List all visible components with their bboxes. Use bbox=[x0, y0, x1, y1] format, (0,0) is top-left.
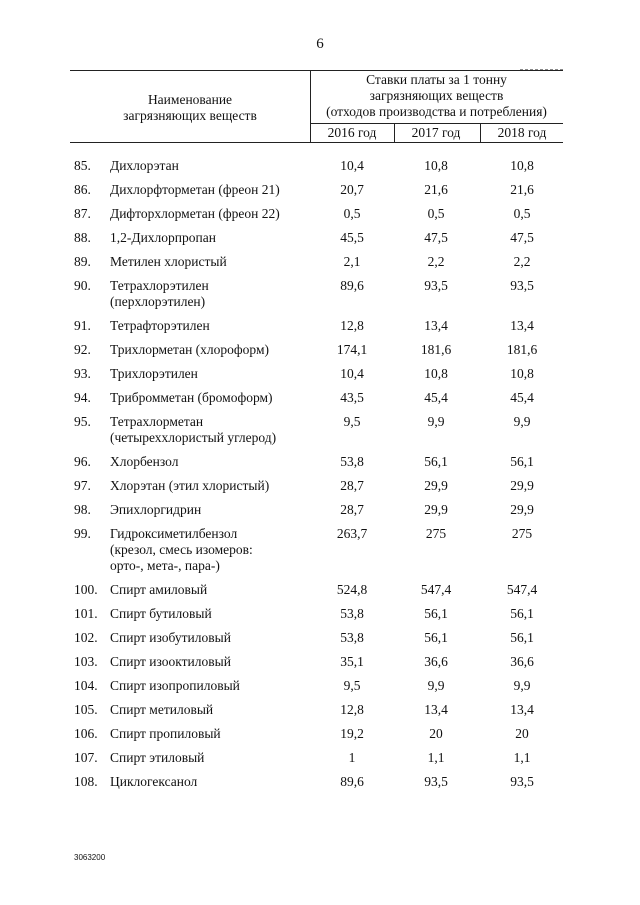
rate-2017: 56,1 bbox=[424, 630, 448, 645]
rate-2017: 93,5 bbox=[424, 774, 448, 789]
rate-2018: 10,8 bbox=[510, 158, 534, 173]
substance-name-line: Тетрахлорметан bbox=[110, 414, 204, 429]
table-row bbox=[0, 230, 640, 246]
table-row bbox=[0, 158, 640, 174]
table-row bbox=[0, 206, 640, 222]
substance-name-line: 1,2-Дихлорпропан bbox=[110, 230, 216, 245]
substance-name bbox=[110, 702, 310, 718]
rate-2017: 9,9 bbox=[427, 678, 445, 693]
substance-name-line: Спирт этиловый bbox=[110, 750, 205, 765]
table-body bbox=[0, 158, 640, 798]
rate-2016: 2,1 bbox=[343, 254, 361, 269]
rate-2018: 9,9 bbox=[513, 414, 531, 429]
header-name-line: Наименование bbox=[147, 92, 233, 107]
row-number: 108. bbox=[74, 774, 98, 789]
table-row bbox=[0, 502, 640, 518]
substance-name-line: Хлорбензол bbox=[110, 454, 179, 469]
rate-2017: 0,5 bbox=[427, 206, 445, 221]
table-row bbox=[0, 750, 640, 766]
table-row bbox=[0, 366, 640, 382]
rate-2016: 89,6 bbox=[340, 278, 364, 293]
header-rates-line: загрязняющих веществ bbox=[369, 88, 504, 103]
rate-2018: 93,5 bbox=[510, 278, 534, 293]
substance-name bbox=[110, 206, 310, 222]
table-row bbox=[0, 774, 640, 790]
rate-2018: 56,1 bbox=[510, 630, 534, 645]
rate-2017: 13,4 bbox=[424, 318, 448, 333]
substance-name-line: Спирт амиловый bbox=[110, 582, 208, 597]
row-number: 104. bbox=[74, 678, 98, 693]
row-number: 100. bbox=[74, 582, 98, 597]
rate-2018: 56,1 bbox=[510, 454, 534, 469]
substance-name bbox=[110, 278, 310, 310]
table-row bbox=[0, 678, 640, 694]
rate-2018: 21,6 bbox=[510, 182, 534, 197]
rate-2016: 10,4 bbox=[340, 158, 364, 173]
substance-name bbox=[110, 158, 310, 174]
page-number: 6 bbox=[316, 36, 324, 52]
rate-2018: 47,5 bbox=[510, 230, 534, 245]
rate-2017: 20 bbox=[429, 726, 443, 741]
rate-2018: 547,4 bbox=[506, 582, 538, 597]
substance-name bbox=[110, 678, 310, 694]
table-row bbox=[0, 454, 640, 470]
row-number: 96. bbox=[74, 454, 91, 469]
row-number: 89. bbox=[74, 254, 91, 269]
substance-name-line: орто-, мета-, пара-) bbox=[110, 558, 220, 573]
rate-2016: 0,5 bbox=[343, 206, 361, 221]
row-number: 101. bbox=[74, 606, 98, 621]
substance-name-line: Спирт изопропиловый bbox=[110, 678, 240, 693]
rate-2018: 93,5 bbox=[510, 774, 534, 789]
substance-name-line: Метилен хлористый bbox=[110, 254, 227, 269]
table-row bbox=[0, 478, 640, 494]
substance-name-line: Циклогексанол bbox=[110, 774, 198, 789]
rate-2017: 13,4 bbox=[424, 702, 448, 717]
table-row bbox=[0, 318, 640, 334]
rate-2016: 89,6 bbox=[340, 774, 364, 789]
substance-name bbox=[110, 750, 310, 766]
rate-2018: 0,5 bbox=[513, 206, 531, 221]
row-number: 95. bbox=[74, 414, 91, 429]
rate-2017: 275 bbox=[425, 526, 447, 541]
rate-2016: 28,7 bbox=[340, 502, 364, 517]
rate-2017: 45,4 bbox=[424, 390, 448, 405]
rate-2016: 9,5 bbox=[343, 678, 361, 693]
rate-2016: 263,7 bbox=[336, 526, 368, 541]
substance-name bbox=[110, 182, 310, 198]
rate-2016: 19,2 bbox=[340, 726, 364, 741]
rate-2016: 9,5 bbox=[343, 414, 361, 429]
header-top-rule bbox=[70, 70, 563, 71]
table-row bbox=[0, 582, 640, 598]
row-number: 103. bbox=[74, 654, 98, 669]
substance-name-line: (четыреххлористый углерод) bbox=[110, 430, 277, 445]
row-number: 99. bbox=[74, 526, 91, 541]
row-number: 102. bbox=[74, 630, 98, 645]
header-rates bbox=[310, 72, 563, 120]
table-row bbox=[0, 606, 640, 622]
rate-2017: 1,1 bbox=[427, 750, 445, 765]
header-year-2016: 2016 год bbox=[327, 125, 377, 140]
rate-2016: 524,8 bbox=[336, 582, 368, 597]
substance-name-line: Хлорэтан (этил хлористый) bbox=[110, 478, 270, 493]
rate-2016: 53,8 bbox=[340, 606, 364, 621]
header-dashed-rule bbox=[520, 69, 563, 70]
rate-2018: 20 bbox=[515, 726, 529, 741]
row-number: 98. bbox=[74, 502, 91, 517]
rate-2017: 181,6 bbox=[420, 342, 452, 357]
header-rates-line: Ставки платы за 1 тонну bbox=[366, 72, 507, 87]
row-number: 105. bbox=[74, 702, 98, 717]
substance-name bbox=[110, 630, 310, 646]
rate-2017: 21,6 bbox=[424, 182, 448, 197]
rate-2018: 29,9 bbox=[510, 502, 534, 517]
substance-name-line: Эпихлоргидрин bbox=[110, 502, 202, 517]
rate-2017: 10,8 bbox=[424, 158, 448, 173]
rate-2017: 9,9 bbox=[427, 414, 445, 429]
substance-name bbox=[110, 774, 310, 790]
substance-name-line: Трихлорэтилен bbox=[110, 366, 198, 381]
rate-2017: 93,5 bbox=[424, 278, 448, 293]
rate-2018: 9,9 bbox=[513, 678, 531, 693]
rate-2017: 10,8 bbox=[424, 366, 448, 381]
substance-name bbox=[110, 454, 310, 470]
substance-name-line: (крезол, смесь изомеров: bbox=[110, 542, 253, 557]
row-number: 94. bbox=[74, 390, 91, 405]
substance-name bbox=[110, 726, 310, 742]
substance-name-line: Спирт метиловый bbox=[110, 702, 214, 717]
table-row bbox=[0, 526, 640, 574]
table-row bbox=[0, 630, 640, 646]
rate-2018: 2,2 bbox=[513, 254, 531, 269]
substance-name bbox=[110, 606, 310, 622]
substance-name bbox=[110, 414, 310, 446]
row-number: 86. bbox=[74, 182, 91, 197]
table-row bbox=[0, 342, 640, 358]
substance-name-line: Трибромметан (бромоформ) bbox=[110, 390, 273, 405]
substance-name bbox=[110, 390, 310, 406]
rate-2017: 2,2 bbox=[427, 254, 445, 269]
table-row bbox=[0, 654, 640, 670]
row-number: 92. bbox=[74, 342, 91, 357]
row-number: 90. bbox=[74, 278, 91, 293]
rate-2016: 12,8 bbox=[340, 702, 364, 717]
substance-name-line: Дифторхлорметан (фреон 22) bbox=[110, 206, 280, 221]
substance-name bbox=[110, 230, 310, 246]
substance-name-line: Спирт изобутиловый bbox=[110, 630, 231, 645]
rate-2017: 547,4 bbox=[420, 582, 452, 597]
substance-name bbox=[110, 478, 310, 494]
table-row bbox=[0, 702, 640, 718]
substance-name-line: Спирт бутиловый bbox=[110, 606, 212, 621]
substance-name bbox=[110, 582, 310, 598]
substance-name-line: Спирт пропиловый bbox=[110, 726, 221, 741]
rate-2017: 56,1 bbox=[424, 606, 448, 621]
rate-2018: 36,6 bbox=[510, 654, 534, 669]
rate-2018: 181,6 bbox=[506, 342, 538, 357]
table-row bbox=[0, 182, 640, 198]
substance-name-line: (перхлорэтилен) bbox=[110, 294, 206, 309]
table-row bbox=[0, 414, 640, 446]
substance-name-line: Трихлорметан (хлороформ) bbox=[110, 342, 269, 357]
rate-2017: 36,6 bbox=[424, 654, 448, 669]
rate-2017: 47,5 bbox=[424, 230, 448, 245]
rate-2018: 56,1 bbox=[510, 606, 534, 621]
row-number: 93. bbox=[74, 366, 91, 381]
rate-2017: 56,1 bbox=[424, 454, 448, 469]
rate-2016: 12,8 bbox=[340, 318, 364, 333]
rate-2016: 53,8 bbox=[340, 630, 364, 645]
rate-2016: 28,7 bbox=[340, 478, 364, 493]
substance-name-line: Тетрафторэтилен bbox=[110, 318, 210, 333]
header-year-2017: 2017 год bbox=[411, 125, 461, 140]
substance-name bbox=[110, 502, 310, 518]
header-year-2018: 2018 год bbox=[497, 125, 547, 140]
header-name-line: загрязняющих веществ bbox=[123, 108, 257, 123]
rate-2017: 29,9 bbox=[424, 478, 448, 493]
rate-2018: 29,9 bbox=[510, 478, 534, 493]
substance-name bbox=[110, 526, 310, 574]
rate-2018: 10,8 bbox=[510, 366, 534, 381]
table-row bbox=[0, 278, 640, 310]
substance-name-line: Спирт изооктиловый bbox=[110, 654, 231, 669]
table-row bbox=[0, 254, 640, 270]
rate-2016: 10,4 bbox=[340, 366, 364, 381]
row-number: 106. bbox=[74, 726, 98, 741]
substance-name bbox=[110, 318, 310, 334]
rate-2018: 13,4 bbox=[510, 318, 534, 333]
row-number: 85. bbox=[74, 158, 91, 173]
rate-2018: 13,4 bbox=[510, 702, 534, 717]
rate-2018: 275 bbox=[511, 526, 533, 541]
rate-2016: 20,7 bbox=[340, 182, 364, 197]
row-number: 97. bbox=[74, 478, 91, 493]
row-number: 91. bbox=[74, 318, 91, 333]
substance-name-line: Тетрахлорэтилен bbox=[110, 278, 209, 293]
header-rates-line: (отходов производства и потребления) bbox=[326, 104, 547, 119]
header-substance-name bbox=[70, 92, 310, 124]
rate-2016: 53,8 bbox=[340, 454, 364, 469]
substance-name bbox=[110, 366, 310, 382]
substance-name-line: Гидроксиметилбензол bbox=[110, 526, 238, 541]
substance-name bbox=[110, 254, 310, 270]
document-code: 3063200 bbox=[74, 853, 106, 862]
substance-name bbox=[110, 654, 310, 670]
rate-2016: 35,1 bbox=[340, 654, 364, 669]
substance-name-line: Дихлорэтан bbox=[110, 158, 179, 173]
table-row bbox=[0, 390, 640, 406]
rate-2016: 1 bbox=[348, 750, 356, 765]
years-top-rule bbox=[310, 123, 563, 124]
substance-name bbox=[110, 342, 310, 358]
rate-2018: 45,4 bbox=[510, 390, 534, 405]
rate-2017: 29,9 bbox=[424, 502, 448, 517]
header-bottom-rule bbox=[70, 142, 563, 143]
substance-name-line: Дихлорфторметан (фреон 21) bbox=[110, 182, 280, 197]
row-number: 107. bbox=[74, 750, 98, 765]
row-number: 87. bbox=[74, 206, 91, 221]
rate-2016: 43,5 bbox=[340, 390, 364, 405]
rate-2018: 1,1 bbox=[513, 750, 531, 765]
rate-2016: 174,1 bbox=[336, 342, 368, 357]
rate-2016: 45,5 bbox=[340, 230, 364, 245]
row-number: 88. bbox=[74, 230, 91, 245]
table-row bbox=[0, 726, 640, 742]
